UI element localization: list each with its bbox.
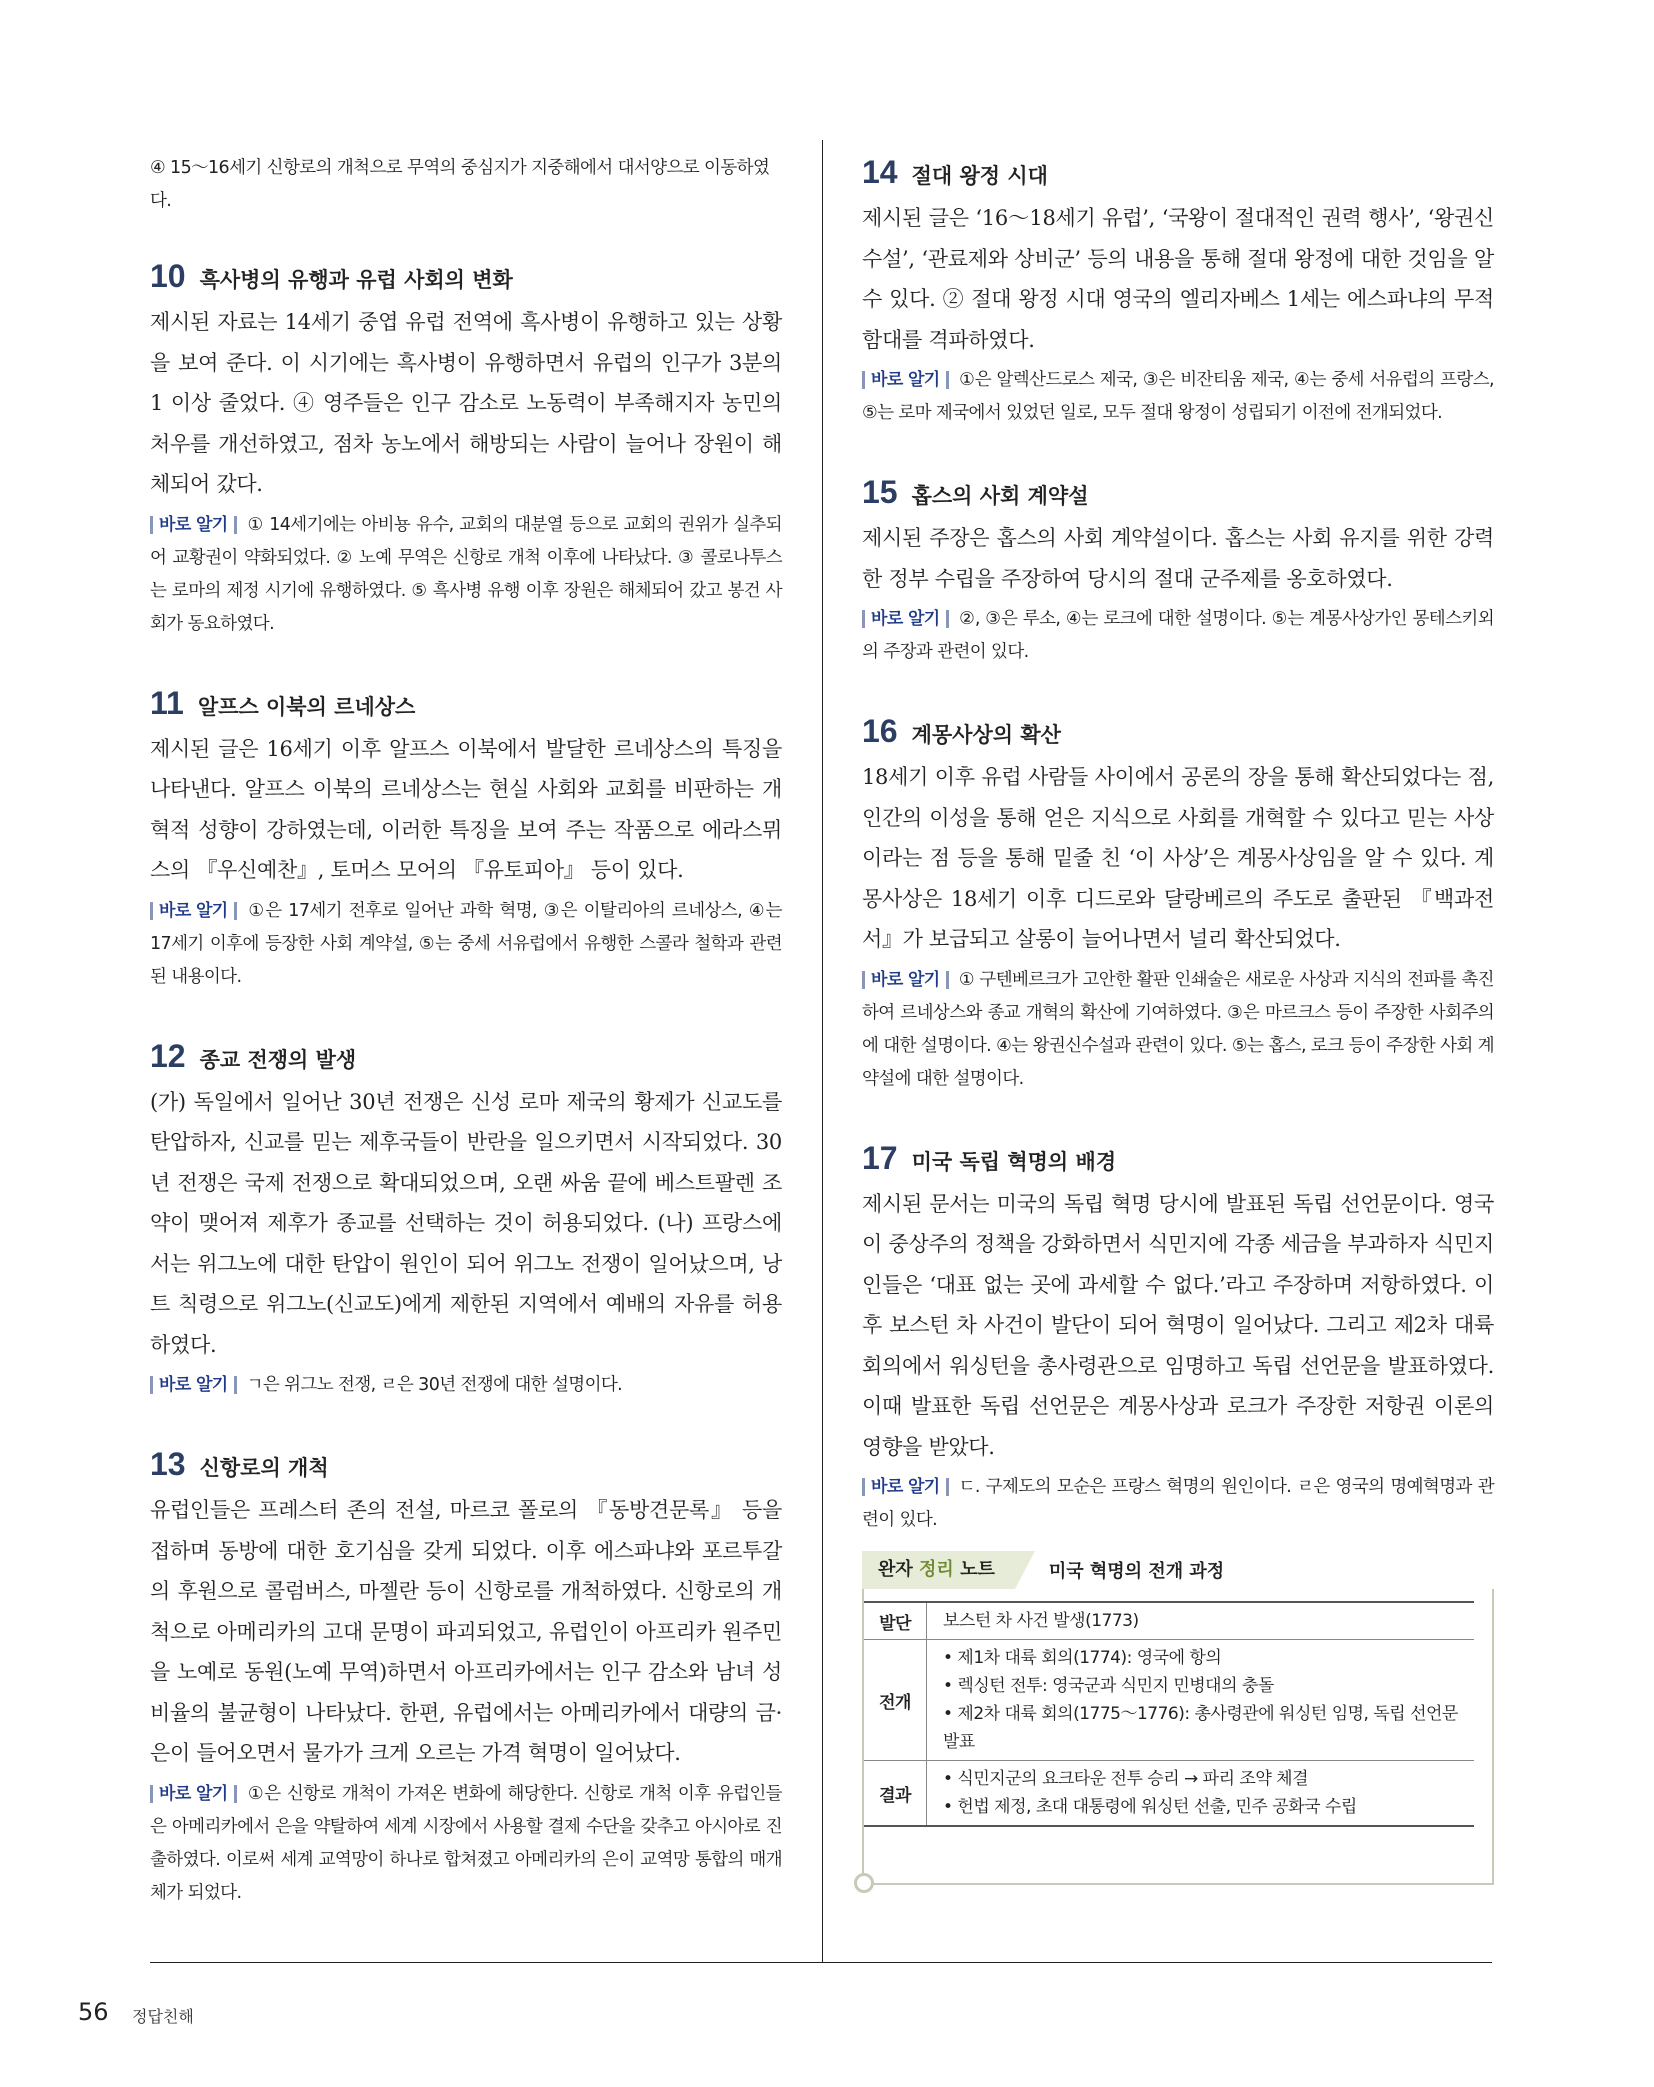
summary-table xyxy=(864,1601,1474,1827)
answer-note xyxy=(150,895,782,994)
row-item: • 제1차 대륙 회의(1774): 영국에 항의 xyxy=(943,1648,1222,1668)
section-body: 제시된 글은 ‘16～18세기 유럽’, ‘국왕이 절대적인 권력 행사’, ‘왕권신수설’, ‘관료제와 상비군’ 등의 내용을 통해 절대 왕정에 대한 것임을 알 수 있다. ② 절대 왕정 시대 영국의 엘리자베스 1세는 에스파냐의 무적함대를 격파하였다. xyxy=(862,206,1494,352)
row-label: 발단 xyxy=(864,1602,927,1640)
section-13 xyxy=(150,1444,782,1910)
section-body: 18세기 이후 유럽 사람들 사이에서 공론의 장을 통해 확산되었다는 점, 인간의 이성을 통해 얻은 지식으로 사회를 개혁할 수 있다고 믿는 사상이라는 점 등을 통해 밑줄 친 ‘이 사상’은 계몽사상임을 알 수 있다. 계몽사상은 18세기 이후 디드로와 달랑베르의 주도로 출판된 『백과전서』가 보급되고 살롱이 늘어나면서 널리 확산되었다. xyxy=(862,765,1494,951)
row-label: 결과 xyxy=(864,1761,927,1827)
summary-tab-b: 정리 xyxy=(919,1559,954,1580)
section-title: 미국 독립 혁명의 배경 xyxy=(911,1149,1117,1174)
note-text: ①은 알렉산드로스 제국, ③은 비잔티움 제국, ④는 중세 서유럽의 프랑스, ⑤는 로마 제국에서 있었던 일로, 모두 절대 왕정이 성립되기 이전에 전개되었다. xyxy=(862,370,1494,423)
section-10 xyxy=(150,256,782,641)
note-tag: 바로 알기 xyxy=(862,371,949,389)
row-item: • 식민지군의 요크타운 전투 승리 → 파리 조약 체결 xyxy=(943,1769,1309,1789)
row-values xyxy=(927,1640,1475,1761)
section-header xyxy=(150,683,782,723)
section-title: 홉스의 사회 계약설 xyxy=(911,484,1089,508)
section-number: 11 xyxy=(150,684,184,721)
answer-note xyxy=(862,1471,1494,1537)
answer-note xyxy=(862,364,1494,430)
section-14 xyxy=(862,152,1494,430)
summary-tab-c: 노트 xyxy=(953,1559,995,1580)
section-number: 16 xyxy=(862,713,898,749)
answer-note xyxy=(862,603,1494,669)
page-number: 56 xyxy=(78,1998,109,2026)
note-tag: 바로 알기 xyxy=(150,1785,237,1803)
note-text: ㄱ은 위그노 전쟁, ㄹ은 30년 전쟁에 대한 설명이다. xyxy=(246,1375,623,1395)
section-body: 제시된 주장은 홉스의 사회 계약설이다. 홉스는 사회 유지를 위한 강력한 정부 수립을 주장하여 당시의 절대 군주제를 옹호하였다. xyxy=(862,526,1494,591)
left-column xyxy=(150,152,782,1952)
section-number: 12 xyxy=(150,1037,186,1074)
section-body: 제시된 자료는 14세기 중엽 유럽 전역에 흑사병이 유행하고 있는 상황을 보여 준다. 이 시기에는 흑사병이 유행하면서 유럽의 인구가 3분의 1 이상 줄었다. ④ 영주들은 인구 감소로 노동력이 부족해지자 농민의 처우를 개선하였고, 점차 농노에서 해방되는 사람이 늘어나 장원이 해체되어 갔다. xyxy=(150,310,782,496)
summary-title: 미국 혁명의 전개 과정 xyxy=(1048,1561,1225,1582)
row-label: 전개 xyxy=(864,1640,927,1761)
section-title: 신항로의 개척 xyxy=(199,1456,329,1480)
answer-note xyxy=(150,1369,782,1402)
row-item: • 제2차 대륙 회의(1775～1776): 총사령관에 워싱턴 임명, 독립 선언문 발표 xyxy=(943,1704,1458,1752)
note-text: ①은 17세기 전후로 일어난 과학 혁명, ③은 이탈리아의 르네상스, ④는 17세기 이후에 등장한 사회 계약설, ⑤는 중세 서유럽에서 유행한 스콜라 철학과 관련된 내용이다. xyxy=(150,900,782,987)
note-text: ① 14세기에는 아비뇽 유수, 교회의 대분열 등으로 교회의 권위가 실추되어 교황권이 약화되었다. ② 노예 무역은 신항로 개척 이후에 나타났다. ③ 콜로나투스는 로마의 제정 시기에 유행하였다. ⑤ 흑사병 유행 이후 장원은 해체되어 갔고 봉건 사회가 동요하였다. xyxy=(150,514,782,634)
note-text: ②, ③은 루소, ④는 로크에 대한 설명이다. ⑤는 계몽사상가인 몽테스키외의 주장과 관련이 있다. xyxy=(862,609,1494,662)
section-title: 절대 왕정 시대 xyxy=(911,164,1048,188)
row-item: 보스턴 차 사건 발생(1773) xyxy=(943,1611,1139,1631)
section-body: 제시된 글은 16세기 이후 알프스 이북에서 발달한 르네상스의 특징을 나타낸다. 알프스 이북의 르네상스는 현실 사회와 교회를 비판하는 개혁적 성향이 강하였는데, 이러한 특징을 보여 주는 작품으로 에라스뮈스의 『우신예찬』, 토머스 모어의 『유토피아』 등이 있다. xyxy=(150,736,782,882)
note-tag: 바로 알기 xyxy=(862,610,949,628)
section-title: 종교 전쟁의 발생 xyxy=(199,1047,357,1072)
section-17 xyxy=(862,1138,1494,1538)
table-row xyxy=(864,1640,1474,1761)
section-number: 15 xyxy=(862,474,898,510)
note-text: ①은 신항로 개척이 가져온 변화에 해당한다. 신항로 개척 이후 유럽인들은 아메리카에서 은을 약탈하여 세계 시장에서 사용할 결제 수단을 갖추고 아시아로 진출하였다. 이로써 세계 교역망이 하나로 합쳐졌고 아메리카의 은이 교역망 통합의 매개체가 되었다. xyxy=(150,1783,782,1903)
column-divider xyxy=(822,140,823,1962)
section-number: 14 xyxy=(862,154,898,190)
section-header xyxy=(150,1036,782,1076)
summary-note xyxy=(862,1551,1494,1885)
note-tag: 바로 알기 xyxy=(862,971,949,989)
summary-header xyxy=(862,1551,1494,1589)
section-number: 13 xyxy=(150,1446,186,1482)
summary-box xyxy=(862,1589,1494,1885)
section-body: 유럽인들은 프레스터 존의 전설, 마르코 폴로의 『동방견문록』 등을 접하며 동방에 대한 호기심을 갖게 되었다. 이후 에스파냐와 포르투갈의 후원으로 콜럼버스, 마젤란 등이 신항로를 개척하였다. 신항로의 개척으로 아메리카의 고대 문명이 파괴되었고, 유럽인이 아프리카 원주민을 노예로 동원(노예 무역)하면서 아프리카에서는 인구 감소와 남녀 성 비율의 불균형이 나타났다. 한편, 유럽에서는 아메리카에서 대량의 금·은이 들어오면서 물가가 크게 오르는 가격 혁명이 일어났다. xyxy=(150,1498,782,1765)
section-body: 제시된 문서는 미국의 독립 혁명 당시에 발표된 독립 선언문이다. 영국이 중상주의 정책을 강화하면서 식민지에 각종 세금을 부과하자 식민지인들은 ‘대표 없는 곳에 과세할 수 없다.’라고 주장하며 저항하였다. 이후 보스턴 차 사건이 발단이 되어 혁명이 일어났다. 그리고 제2차 대륙 회의에서 워싱턴을 총사령관으로 임명하고 독립 선언문을 발표하였다. 이때 발표한 독립 선언문은 계몽사상과 로크가 주장한 저항권 이론의 영향을 받았다. xyxy=(862,1191,1494,1459)
section-header xyxy=(862,711,1494,751)
section-header xyxy=(150,1444,782,1484)
section-number: 17 xyxy=(862,1139,898,1176)
section-title: 계몽사상의 확산 xyxy=(911,723,1061,747)
section-body: (가) 독일에서 일어난 30년 전쟁은 신성 로마 제국의 황제가 신교도를 탄압하자, 신교를 믿는 제후국들이 반란을 일으키면서 시작되었다. 30년 전쟁은 국제 전쟁으로 확대되었으며, 오랜 싸움 끝에 베스트팔렌 조약이 맺어져 제후가 종교를 선택하는 것이 허용되었다. (나) 프랑스에서는 위그노에 대한 탄압이 원인이 되어 위그노 전쟁이 일어났으며, 낭트 칙령으로 위그노(신교도)에게 제한된 지역에서 예배의 자유를 허용하였다. xyxy=(150,1089,782,1357)
section-header xyxy=(862,1138,1494,1178)
row-item: • 헌법 제정, 초대 대통령에 워싱턴 선출, 민주 공화국 수립 xyxy=(943,1797,1357,1817)
section-header xyxy=(862,152,1494,192)
section-number: 10 xyxy=(150,258,186,294)
row-item: • 렉싱턴 전투: 영국군과 식민지 민병대의 충돌 xyxy=(943,1676,1274,1696)
note-tag: 바로 알기 xyxy=(150,902,237,920)
section-header xyxy=(150,256,782,296)
summary-tab-a: 완자 xyxy=(878,1559,920,1580)
row-values xyxy=(927,1602,1475,1640)
note-text: ① 구텐베르크가 고안한 활판 인쇄술은 새로운 사상과 지식의 전파를 촉진하여 르네상스와 종교 개혁의 확산에 기여하였다. ③은 마르크스 등이 주장한 사회주의에 대한 설명이다. ④는 왕권신수설과 관련이 있다. ⑤는 홉스, 로크 등이 주장한 사회 계약설에 대한 설명이다. xyxy=(862,969,1494,1089)
section-header xyxy=(862,472,1494,512)
section-16 xyxy=(862,711,1494,1096)
section-15 xyxy=(862,472,1494,669)
ring-decoration-icon xyxy=(854,1873,874,1893)
footer-rule xyxy=(150,1962,1492,1963)
note-tag: 바로 알기 xyxy=(150,1376,237,1394)
summary-tab xyxy=(862,1551,1015,1589)
row-values xyxy=(927,1761,1475,1827)
page-label: 정답친해 xyxy=(132,2007,194,2026)
right-column xyxy=(862,152,1494,1885)
intro-text: ④ 15～16세기 신항로의 개척으로 무역의 중심지가 지중해에서 대서양으로 이동하였다. xyxy=(150,158,770,211)
note-text: ㄷ. 구제도의 모순은 프랑스 혁명의 원인이다. ㄹ은 영국의 명예혁명과 관련이 있다. xyxy=(862,1477,1494,1530)
answer-note xyxy=(150,509,782,641)
answer-note xyxy=(862,964,1494,1096)
section-title: 알프스 이북의 르네상스 xyxy=(197,694,416,719)
table-row xyxy=(864,1761,1474,1827)
note-tag: 바로 알기 xyxy=(862,1478,949,1496)
note-tag: 바로 알기 xyxy=(150,516,237,534)
section-12 xyxy=(150,1036,782,1403)
section-11 xyxy=(150,683,782,994)
table-row xyxy=(864,1602,1474,1640)
section-title: 흑사병의 유행과 유럽 사회의 변화 xyxy=(199,268,513,292)
answer-note xyxy=(150,1778,782,1910)
